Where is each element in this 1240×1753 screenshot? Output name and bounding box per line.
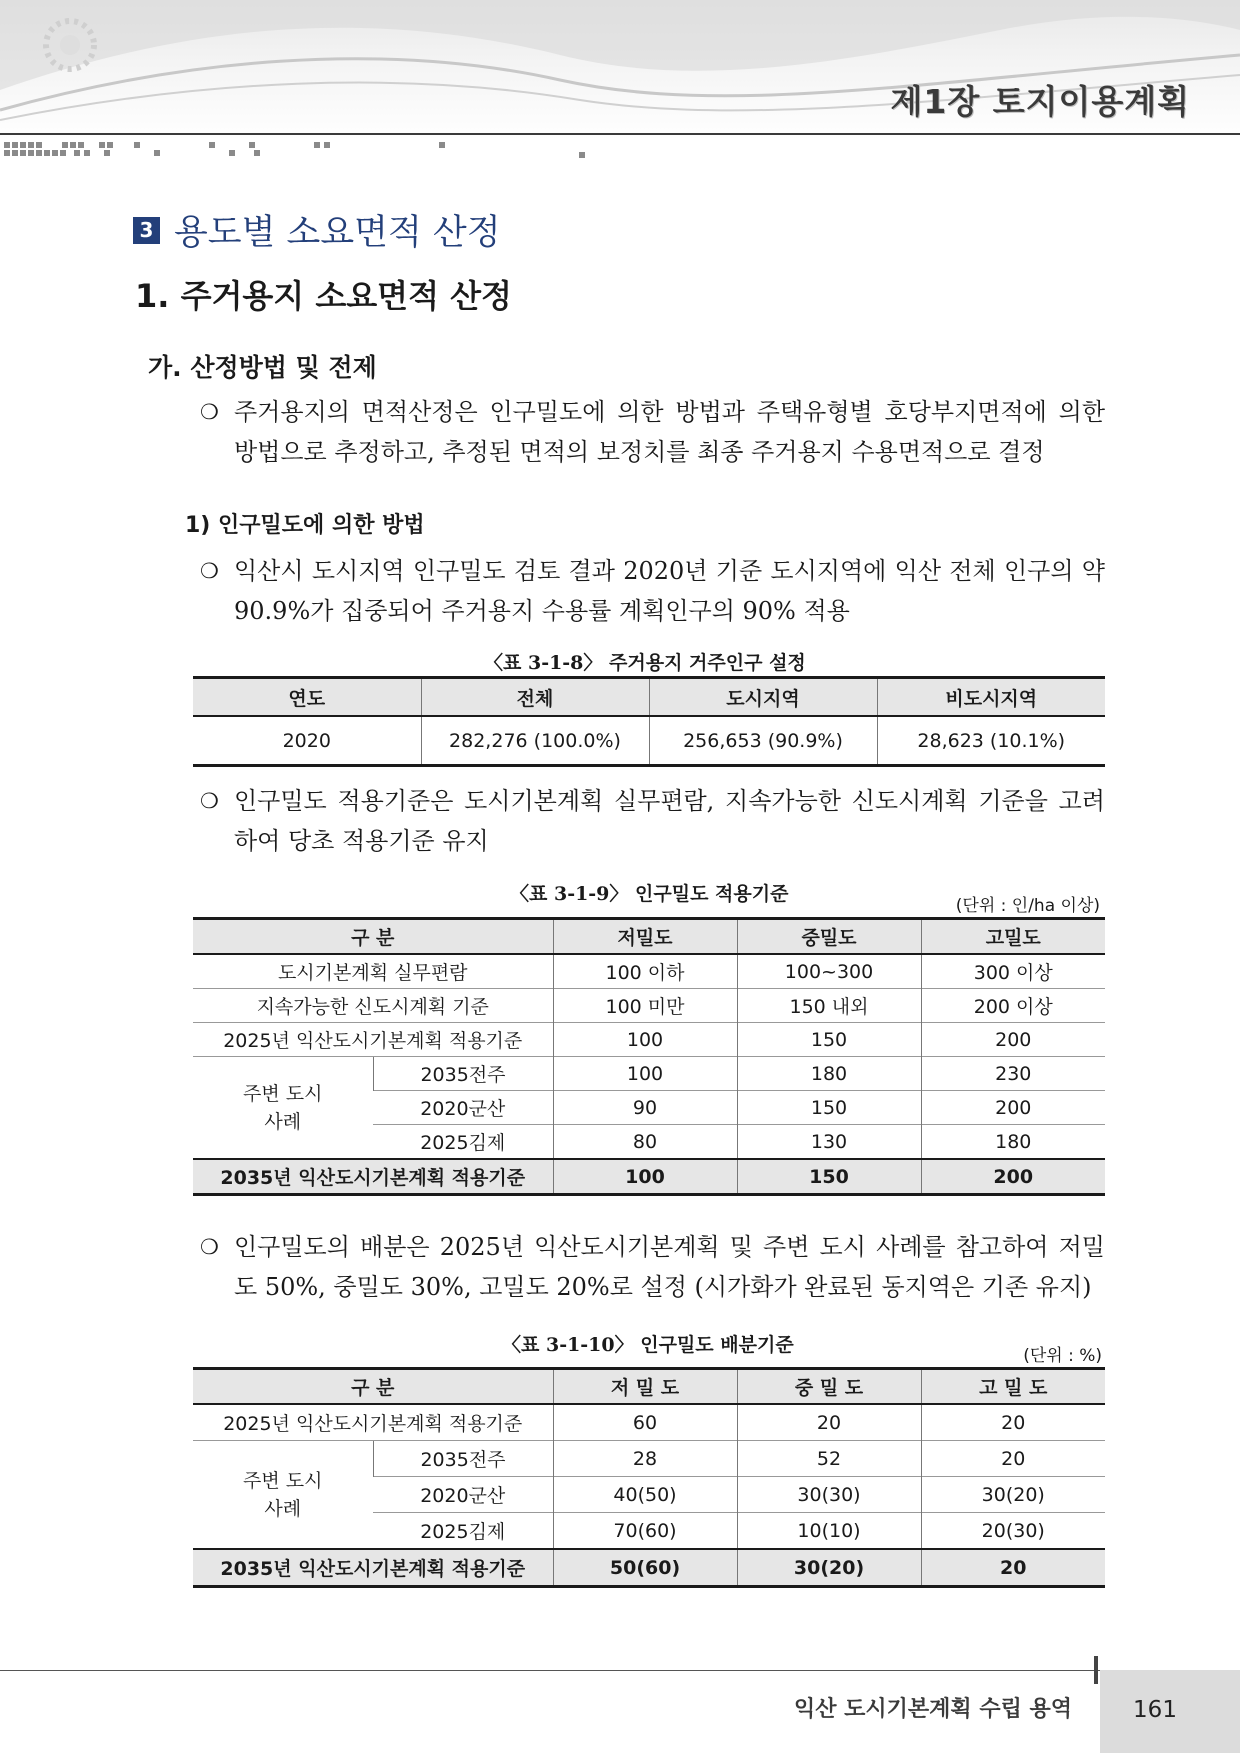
table-2-caption: 〈표 3-1-9〉 인구밀도 적용기준 — [510, 883, 789, 905]
table-2-unit: (단위 : 인/ha 이상) — [955, 896, 1100, 916]
page-number: 161 — [1133, 1697, 1177, 1723]
table-header-cell: 저밀도 — [553, 919, 737, 955]
footer-title: 익산 도시기본계획 수립 용역 — [793, 1697, 1072, 1722]
header-rule — [0, 133, 1240, 135]
table-header-cell: 고밀도 — [921, 919, 1105, 955]
table-header-cell: 중 밀 도 — [737, 1369, 921, 1405]
table-3-caption: 〈표 3-1-10〉 인구밀도 배분기준 — [502, 1334, 794, 1356]
table-cell: 130 — [737, 1125, 921, 1160]
bullet-circle: ❍ — [200, 789, 219, 813]
table-cell: 230 — [921, 1057, 1105, 1091]
table-cell: 2025김제 — [373, 1513, 553, 1550]
paragraph-1 — [200, 392, 1105, 472]
footer-rule — [0, 1670, 1100, 1671]
heading-3: 1) 인구밀도에 의한 방법 — [185, 513, 425, 538]
table-cell: 90 — [553, 1091, 737, 1125]
table-header-cell: 구 분 — [193, 1369, 553, 1405]
header-dots-decoration — [4, 140, 604, 164]
paragraph-4-text: 인구밀도의 배분은 2025년 익산도시기본계획 및 주변 도시 사례를 참고하여 저밀도 50%, 중밀도 30%, 고밀도 20%로 설정 (시가화가 완료된 동지역은 기존 유지) — [234, 1233, 1105, 1301]
table-group-label: 주변 도시 사례 — [193, 1057, 373, 1160]
paragraph-4 — [200, 1227, 1105, 1307]
table-header-cell: 구 분 — [193, 919, 553, 955]
table-cell: 2035전주 — [373, 1441, 553, 1477]
table-header-cell: 비도시지역 — [877, 678, 1105, 717]
table-cell: 10(10) — [737, 1513, 921, 1550]
table-cell: 80 — [553, 1125, 737, 1160]
table-3 — [193, 1367, 1105, 1588]
table-cell: 180 — [921, 1125, 1105, 1160]
table-cell: 20 — [921, 1549, 1105, 1587]
paragraph-1-text: 주거용지의 면적산정은 인구밀도에 의한 방법과 주택유형별 호당부지면적에 의한 방법으로 추정하고, 추정된 면적의 보정치를 최종 주거용지 수용면적으로 결정 — [234, 398, 1105, 466]
table-cell: 2020 — [282, 729, 331, 752]
section-title — [133, 205, 501, 255]
table-cell: 200 — [921, 1159, 1105, 1195]
table-cell: 200 이상 — [921, 989, 1105, 1023]
bullet-circle: ❍ — [200, 1235, 219, 1259]
table-header-cell: 고 밀 도 — [921, 1369, 1105, 1405]
table-cell: 28,623 (10.1%) — [877, 716, 1105, 766]
heading-2: 가. 산정방법 및 전제 — [148, 353, 377, 382]
table-cell: 100 미만 — [553, 989, 737, 1023]
table-header-cell: 저 밀 도 — [553, 1369, 737, 1405]
bullet-circle: ❍ — [200, 400, 219, 424]
table-cell: 256,653 (90.9%) — [649, 716, 877, 766]
table-cell: 20 — [921, 1404, 1105, 1441]
table-cell: 180 — [737, 1057, 921, 1091]
heading-1: 1. 주거용지 소요면적 산정 — [135, 277, 512, 315]
table-cell: 20(30) — [921, 1513, 1105, 1550]
table-cell: 200 — [921, 1091, 1105, 1125]
table-cell: 2025김제 — [373, 1125, 553, 1160]
table-cell: 2035전주 — [373, 1057, 553, 1091]
table-cell: 도시기본계획 실무편람 — [193, 954, 553, 989]
table-cell: 300 이상 — [921, 954, 1105, 989]
table-cell: 2020군산 — [373, 1477, 553, 1513]
paragraph-2-text: 익산시 도시지역 인구밀도 검토 결과 2020년 기준 도시지역에 익산 전체 인구의 약 90.9%가 집중되어 주거용지 수용률 계획인구의 90% 적용 — [234, 557, 1105, 625]
table-cell: 150 내외 — [737, 989, 921, 1023]
table-cell: 50(60) — [553, 1549, 737, 1587]
section-number: 3 — [133, 217, 160, 244]
table-cell: 100~300 — [737, 954, 921, 989]
table-cell: 2035년 익산도시기본계획 적용기준 — [193, 1549, 553, 1587]
table-cell: 60 — [553, 1404, 737, 1441]
table-cell: 200 — [921, 1023, 1105, 1057]
table-cell: 30(30) — [737, 1477, 921, 1513]
table-header-cell: 전체 — [421, 678, 649, 717]
table-row-final — [193, 1549, 1105, 1587]
table-2 — [193, 917, 1105, 1196]
table-header-cell: 연도 — [193, 678, 421, 717]
table-3-unit: (단위 : %) — [1023, 1346, 1102, 1366]
table-row — [193, 716, 1105, 766]
table-row — [193, 1057, 1105, 1091]
table-cell: 100 이하 — [553, 954, 737, 989]
table-row — [193, 1441, 1105, 1477]
table-cell: 2020군산 — [373, 1091, 553, 1125]
table-cell: 40(50) — [553, 1477, 737, 1513]
table-cell: 150 — [737, 1159, 921, 1195]
table-1 — [193, 676, 1105, 767]
table-cell: 2035년 익산도시기본계획 적용기준 — [193, 1159, 553, 1195]
table-cell: 100 — [553, 1159, 737, 1195]
footer-tick — [1094, 1656, 1098, 1684]
table-cell: 2025년 익산도시기본계획 적용기준 — [193, 1404, 553, 1441]
table-cell: 28 — [553, 1441, 737, 1477]
section-title-text: 용도별 소요면적 산정 — [174, 213, 501, 253]
paragraph-3-text: 인구밀도 적용기준은 도시기본계획 실무편람, 지속가능한 신도시계획 기준을 고려하여 당초 적용기준 유지 — [234, 787, 1105, 855]
table-cell: 지속가능한 신도시계획 기준 — [193, 989, 553, 1023]
table-cell: 30(20) — [921, 1477, 1105, 1513]
table-cell: 30(20) — [737, 1549, 921, 1587]
table-cell: 150 — [737, 1091, 921, 1125]
table-cell: 150 — [737, 1023, 921, 1057]
paragraph-2 — [200, 551, 1105, 631]
table-cell: 70(60) — [553, 1513, 737, 1550]
paragraph-3 — [200, 781, 1105, 861]
bullet-circle: ❍ — [200, 559, 219, 583]
table-cell: 20 — [737, 1404, 921, 1441]
table-row — [193, 1404, 1105, 1441]
table-row-final — [193, 1159, 1105, 1195]
table-cell: 2025년 익산도시기본계획 적용기준 — [193, 1023, 553, 1057]
table-cell: 52 — [737, 1441, 921, 1477]
table-header-cell: 도시지역 — [649, 678, 877, 717]
table-1-caption: 〈표 3-1-8〉 주거용지 거주인구 설정 — [484, 652, 806, 674]
table-cell: 20 — [921, 1441, 1105, 1477]
table-row — [193, 954, 1105, 989]
table-row — [193, 989, 1105, 1023]
table-cell: 100 — [553, 1057, 737, 1091]
chapter-title: 제1장 토지이용계획 — [890, 82, 1190, 121]
table-cell: 100 — [553, 1023, 737, 1057]
table-header-cell: 중밀도 — [737, 919, 921, 955]
table-group-label: 주변 도시 사례 — [193, 1441, 373, 1550]
table-row — [193, 1023, 1105, 1057]
table-cell: 282,276 (100.0%) — [421, 716, 649, 766]
